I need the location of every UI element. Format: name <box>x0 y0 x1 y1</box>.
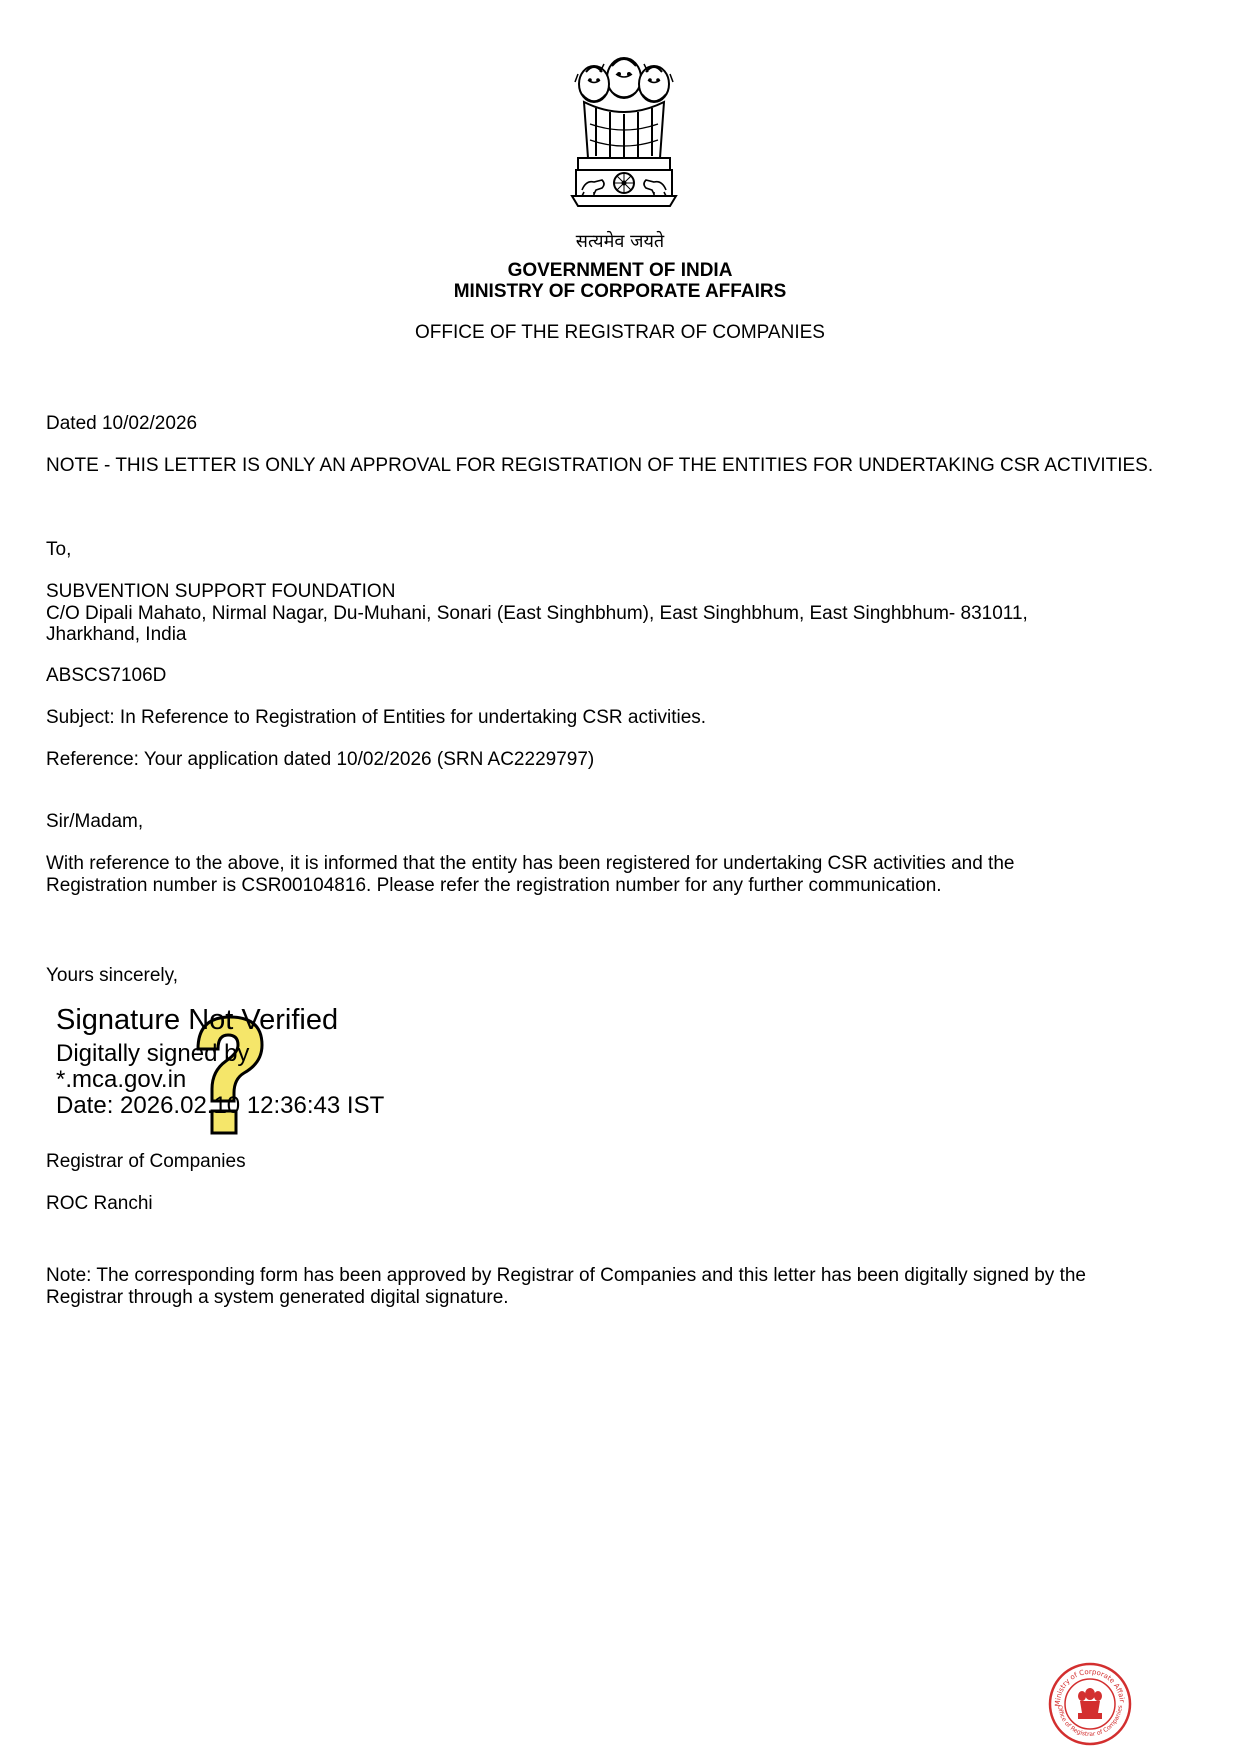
digital-signature-block[interactable] <box>56 1003 476 1133</box>
recipient-address-line2: Jharkhand, India <box>46 624 187 645</box>
signer-name: *.mca.gov.in <box>56 1066 187 1093</box>
footer-note-line1: Note: The corresponding form has been approved by Registrar of Companies and this letter has been digitally signed by the <box>46 1265 1086 1286</box>
svg-text:Office of Registrar of Compani: Office of Registrar of Companies <box>1055 1704 1125 1739</box>
signatory-title: Registrar of Companies <box>46 1151 246 1172</box>
svg-text:Ministry of Corporate Affairs: Ministry of Corporate Affairs <box>1053 1667 1126 1707</box>
recipient-pan: ABSCS7106D <box>46 665 167 686</box>
approval-note: NOTE - THIS LETTER IS ONLY AN APPROVAL FOR REGISTRATION OF THE ENTITIES FOR UNDERTAKING CSR ACTIVITIES. <box>46 455 1154 476</box>
signature-date: Date: 2026.02.10 12:36:43 IST <box>56 1092 385 1119</box>
signatory-office: ROC Ranchi <box>46 1193 153 1214</box>
greeting: Sir/Madam, <box>46 811 144 832</box>
body-line2: Registration number is CSR00104816. Please refer the registration number for any further communication. <box>46 874 942 896</box>
office-heading: OFFICE OF THE REGISTRAR OF COMPANIES <box>415 322 825 343</box>
signed-by-label: Digitally signed by <box>56 1040 250 1067</box>
to-line: To, <box>46 539 72 560</box>
recipient-name: SUBVENTION SUPPORT FOUNDATION <box>46 581 396 602</box>
state-emblem-of-india-icon <box>564 44 684 222</box>
ministry-heading: MINISTRY OF CORPORATE AFFAIRS <box>453 281 787 302</box>
footer-note-line2: Registrar through a system generated digital signature. <box>46 1286 509 1308</box>
recipient-address-line1: C/O Dipali Mahato, Nirmal Nagar, Du-Muhani, Sonari (East Singhbhum), East Singhbhum, East Singhbhum- 831011, <box>46 602 1028 624</box>
government-heading: GOVERNMENT OF INDIA <box>507 260 733 281</box>
letter-reference: Reference: Your application dated 10/02/2026 (SRN AC2229797) <box>46 749 595 770</box>
closing: Yours sincerely, <box>46 965 179 986</box>
body-line1: With reference to the above, it is informed that the entity has been registered for undertaking CSR activities and the <box>46 853 1015 874</box>
signature-status: Signature Not Verified <box>56 1004 339 1036</box>
ministry-of-corporate-affairs-seal-icon <box>1047 1661 1133 1747</box>
national-motto: सत्यमेव जयते <box>575 231 665 252</box>
letter-date: Dated 10/02/2026 <box>46 413 198 434</box>
letter-subject: Subject: In Reference to Registration of Entities for undertaking CSR activities. <box>46 707 707 728</box>
